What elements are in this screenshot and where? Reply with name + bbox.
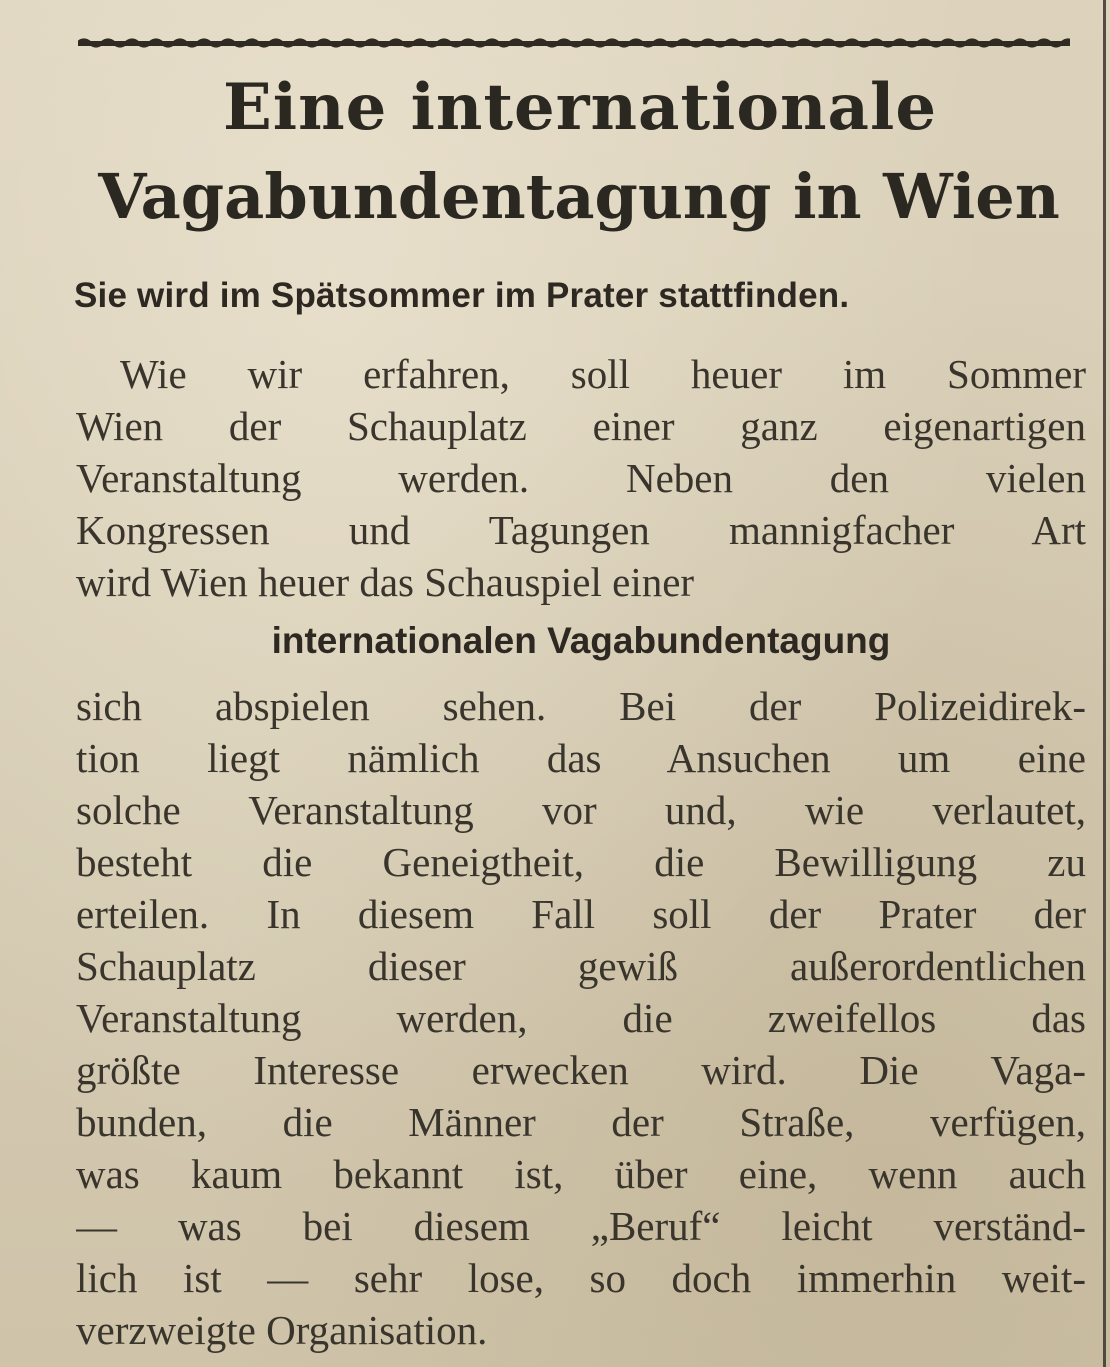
paragraph-line: Wien der Schauplatz einer ganz eigenartigen	[76, 403, 1086, 449]
paragraph-line: tion liegt nämlich das Ansuchen um eine	[76, 735, 1086, 781]
paragraph-line: — was bei diesem „Beruf“ leicht verständ-	[76, 1203, 1086, 1249]
paragraph-line: Schauplatz dieser gewiß außerordentlichen	[76, 943, 1086, 989]
paragraph-line: erteilen. In diesem Fall soll der Prater der	[76, 891, 1086, 937]
paragraph-line: besteht die Geneigtheit, die Bewilligung zu	[76, 839, 1086, 885]
column-rule	[1103, 0, 1106, 1367]
headline-line-2: Vagabundentagung in Wien	[98, 160, 1060, 233]
subheadline: Sie wird im Spätsommer im Prater stattfinden.	[74, 276, 850, 315]
paragraph-line: Veranstaltung werden, die zweifellos das	[76, 995, 1086, 1041]
emphasized-phrase: internationalen Vagabundentagung	[271, 620, 891, 661]
paragraph-line: größte Interesse erwecken wird. Die Vaga-	[76, 1047, 1086, 1093]
paragraph-line: Kongressen und Tagungen mannigfacher Art	[76, 507, 1086, 553]
paragraph-line: lich ist — sehr lose, so doch immerhin weit-	[76, 1255, 1086, 1301]
wavy-divider	[78, 32, 1070, 54]
paragraph-line: sich abspielen sehen. Bei der Polizeidirek-	[76, 683, 1086, 729]
cropped-top-text	[420, 0, 740, 6]
paragraph-1	[76, 348, 1086, 608]
headline-line-1: Eine internationale	[222, 70, 938, 145]
paragraph-line: Wie wir erfahren, soll heuer im Sommer	[120, 351, 1086, 397]
paragraph-line: was kaum bekannt ist, über eine, wenn auch	[76, 1151, 1086, 1197]
paragraph-line: Veranstaltung werden. Neben den vielen	[76, 455, 1086, 501]
paragraph-2	[76, 680, 1086, 1356]
paragraph-line: bunden, die Männer der Straße, verfügen,	[76, 1099, 1086, 1145]
paragraph-line: verzweigte Organisation.	[76, 1307, 488, 1353]
paragraph-line: wird Wien heuer das Schauspiel einer	[76, 559, 695, 605]
paragraph-line: solche Veranstaltung vor und, wie verlautet,	[76, 787, 1086, 833]
